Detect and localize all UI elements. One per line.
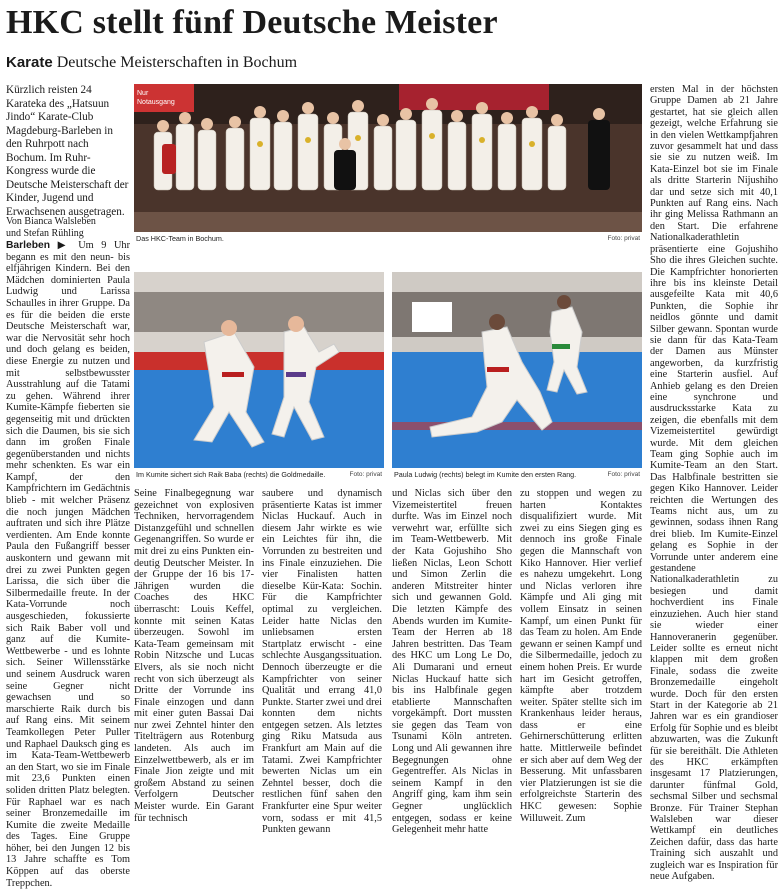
exit-sign-line-1: Nur <box>137 90 149 97</box>
subhead-kicker: Karate <box>6 54 53 71</box>
kumite-photo-raik-image <box>134 272 384 482</box>
byline <box>6 216 130 239</box>
dateline: Barleben <box>6 240 51 251</box>
kumite-photo-raik-caption: Im Kumite sichert sich Raik Baba (rechts) die Goldmedaille. <box>136 470 326 479</box>
subheadline <box>6 54 297 72</box>
article-column-3: saubere und dynamisch präsentierte Katas ist immer Niclas Huckauf. Auch in diesem Jahr wirkte es wie ein Leichtes für ihn, die Vorrunden zu bestreiten und ins Finale einzuziehen. Die vier Finalisten hatten dieselbe Kür-Kata: Sochin. Für die Kampfrichter optimal zu vergleichen. Leider hatte Niclas den unliebsamen ersten Startplatz erwischt - eine schlechte Ausgangssituation. Dennoch überzeugte er die Kampfrichter von seiner Qualität und errang 41,0 Punkte. Starter zwei und drei konnten dem nichts entgegen setzen. Als letztes ging Riku Matsuda aus Frankfurt am Main auf die Tatami. Zwei Kampfrichter bewerten Niclas um ein Zehntel besser, doch die restlichen fünf sahen den Frankfurter eine Spur weiter vorn, sodass er mit 41,5 Punkten gewann <box>262 488 382 836</box>
byline-author-1: Von Bianca Walsleben <box>6 216 96 227</box>
article-column-1 <box>6 240 130 889</box>
exit-sign-line-2: Notausgang <box>137 99 175 106</box>
byline-author-2: und Stefan Rühling <box>6 227 84 239</box>
subhead-text: Deutsche Meisterschaften in Bochum <box>52 54 298 71</box>
article-column-5: zu stoppen und wegen zu harten Kontaktes disqualifiziert wurde. Mit zwei zu eins Siegen ging es dennoch ins große Finale gegen die Mannschaft von Kiko Hannover. Hier verlief es nahezu umgekehrt. Long und Niclas verloren ihre Kämpfe und Ali ging mit vollem Einsatz in seinen Kampf, um einen Punkt für das Team zu holen. Am Ende gewann er seinen Kampf und die Silbermedaille, jedoch zu einem hohen Preis. Er wurde hart im Gesicht getroffen, kämpfte aber trotzdem weiter. Später stellte sich im Krankenhaus leider heraus, dass er eine Gehirnerschütterung erlitten hatte. Mittlerweile befindet er sich aber auf dem Weg der Besserung. Mit unfassbaren vier Platzierungen ist sie die erfolgreichste Starterin des HKC gewesen: Sophie Willuweit. Zum <box>520 488 642 824</box>
kumite-photo-paula-credit: Foto: privat <box>607 471 640 478</box>
team-photo-caption: Das HKC-Team in Bochum. <box>136 234 224 243</box>
team-photo-credit: Foto: privat <box>607 235 640 242</box>
article-column-4: und Niclas sich über den Vizemeistertitel freuen durfte. Was im Einzel noch verwehrt war, erfüllte sich im Team-Wettbewerb. Mit der Kata Gojushiho Sho ließen Niclas, Leon Schott und Simon Zerlin die anderen Mitstreiter hinter sich und gewannen Gold. Die letzten Kämpfe des Abends wurden im Kumite-Team der Herren ab 18 Jahren bestritten. Das Team des HKC um Long Le Do, Ali Dumarani und erneut Niclas Huckauf hatte sich bis ins Halbfinale gegen etablierte Mannschaften vorgekämpft. Dort mussten sie gegen das Team von Tsunami Köln antreten. Long und Ali gewannen ihre Begegnungen ohne Gegentreffer. Als Niclas in seinem Kampf in den Angriff ging, kam ihm sein Gegner unglücklich entgegen, sodass er keine Gelegenheit mehr hatte <box>392 488 512 836</box>
article-column-6: ersten Mal in der höchsten Gruppe Damen ab 21 Jahre gestartet, hat sie gleich allen gezeigt, welche Erfahrung sie in den vielen Wettkampfjahren zuvor gesammelt hat und dass sie sie zu nutzen weiß. Im Kata-Einzel bot sie im Finale als dritte Starterin Nijushiho dar und setze sich mit 40,1 Punkten auf Rang eins. Nach ihr ging Melissa Rathmann an den Start. Die erfahrene Nationalkaderathletin präsentierte eine Gojushiho Sho die ihres Gleichen suchte. Die Kampfrichter honorierten ihre bis ins kleinste Detail ausgefeilte Kata mit 40,6 Punkten, die Sophie ihr neidlos gönnte und damit Silber gewann. Spontan wurde sie dann für das Kata-Team der Damen aus Münster angeworben, da kurzfristig eine Starterin ausfiel. Auf Anhieb gelang es den Dreien eine synchrone und ausdrucksstarke Kata zu zeigen, die ebenfalls mit dem Vizemeistertitel gewürdigt wurde. Mit dem gleichen Team ging Sophie auch im Kumite-Team an den Start. Das Halbfinale bestritten sie gegen Kiko Hannover. Leider reichten die Wertungen des Teams nicht aus, um zu gewinnen, sodass ihnen Rang drei blieb. Im Kumite-Einzel gelang es Sophie in der Vorrunde unter anderem eine gestandene Nationalkaderathletin zu besiegen und damit hochverdient ins Finale einzuziehen. Auch hier stand sie wieder einer Hannoveranerin gegenüber. Leider sollte es erneut nicht klappen mit dem großen Finale, sodass die zweite Bronzemedaille eingeholt wurde. Doch für den ersten Start in der Kategorie ab 21 Jahren war es ein grandioser Erfolg für Sophie und es bleibt abzuwarten, was die Zukunft für sie bereithält. Die Athleten des HKC erkämpften insgesamt 17 Platzierungen, darunter fünfmal Gold, sechsmal Silber und sechsmal Bronze. Für Trainer Stephan Walsleben war dieser Wettkampf ein deutliches Zeichen dafür, dass das harte Training sich auszahlt und zugleich war es Inspiration für neue Aufgaben. <box>650 84 778 883</box>
kumite-photo-paula-caption: Paula Ludwig (rechts) belegt im Kumite den ersten Rang. <box>394 470 577 479</box>
kumite-photo-raik <box>134 272 384 482</box>
team-photo <box>134 84 642 244</box>
team-photo-image <box>134 84 642 244</box>
kumite-photo-paula <box>392 272 642 482</box>
kumite-photo-paula-image <box>392 272 642 482</box>
intro-paragraph: Kürzlich reisten 24 Karateka des „Hatsuun Jindo“ Karate-Club Magdeburg-Barleben in den Ruhrpott nach Bochum. Im Ruhr-Kongress wurde die Deutsche Meisterschaft der Kinder, Jugend und Erwachsenen ausgetragen. <box>6 84 129 218</box>
article-column-2: Seine Finalbegegnung war gezeichnet von explosiven Techniken, hervorragendem Distanzgefühl und schnellen Gegenangriffen. So wurde er mit drei zu eins Punkten ein-deutig Deutscher Meister. In der Gruppe der 16 bis 17-Jährigen wurden die Coaches des HKC überrascht: Louis Keffel, konnte mit seinen Katas überzeugen. Sowohl im Kata-Team gemeinsam mit Robin Nitzsche und Lucas Elvers, als sie noch nicht recht von sich überzeugt als Dritte der Vorrunde ins Finale einzogen und dann mit einer guten Bassai Dai nur zwei Zehntel hinter den Titelträgern aus Rotenburg landeten. Als auch im Einzelwettbewerb, als er im Finale Jion zeigte und mit großem Abstand zu seinen Verfolgern Deutscher Meister wurde. Ein Garant für technisch <box>134 488 254 824</box>
headline: HKC stellt fünf Deutsche Meister <box>6 4 498 41</box>
kumite-photo-raik-credit: Foto: privat <box>349 471 382 478</box>
column-1-text: ▶ Um 9 Uhr begann es mit den neun- bis elfjährigen Kindern. Bei den Mädchen dominierten Paula Ludwig und Larissa Schaulles in ihrer Gruppe. Da es für die beiden die erste Deutsche Meisterschaft war, war die Nervosität sehr hoch und doch gelang es beiden, diese Energie zu nutzen und mit selbstbewusster Ausstrahlung auf die Tatami zu gehen. Während ihrer Kumite-Kämpfe fieberten sie gegenseitig mit und drückten sich die Daumen, bis sie sich dann im großen Finale gegenüberstanden und nichts mehr schenkten. Es war ein Kampf, der den Kampfrichtern im Gedächtnis blieb - mit welcher Präsenz die noch jungen Mädchen auftraten und sich ihre Plätze verdienten. Am Ende konnte Paula den Fußangriff besser auskontern und gewann mit drei zu zwei Punkten gegen Larissa, die sich über die Silbermedaille freute. In der Kata-Vorrunde noch ausgeschieden, fokussierte sich Raik Baber voll und ganz auf die Kumite-Wettbewerbe - und es lohnte sich. Seiner Willensstärke und seinem Ausdruck waren seine Gegner nicht gewachsen und so marschierte Raik durch bis auf Rang eins. Mit seinem Teamkollegen Peter Puller und Raphael Dauksch ging es im Kata-Team-Wettbewerb an den Start, wo sie im Finale mit 23,6 Punkten einen soliden dritten Platz belegten. Für Raphael war es nach seiner Bronzemedaille im Kumite die zweite Medaille des Tages. Eine Gruppe höher, bei den Jungen 12 bis 13 Jahre schaffte es Tom Köppen auf das oberste Treppchen. <box>6 240 130 889</box>
